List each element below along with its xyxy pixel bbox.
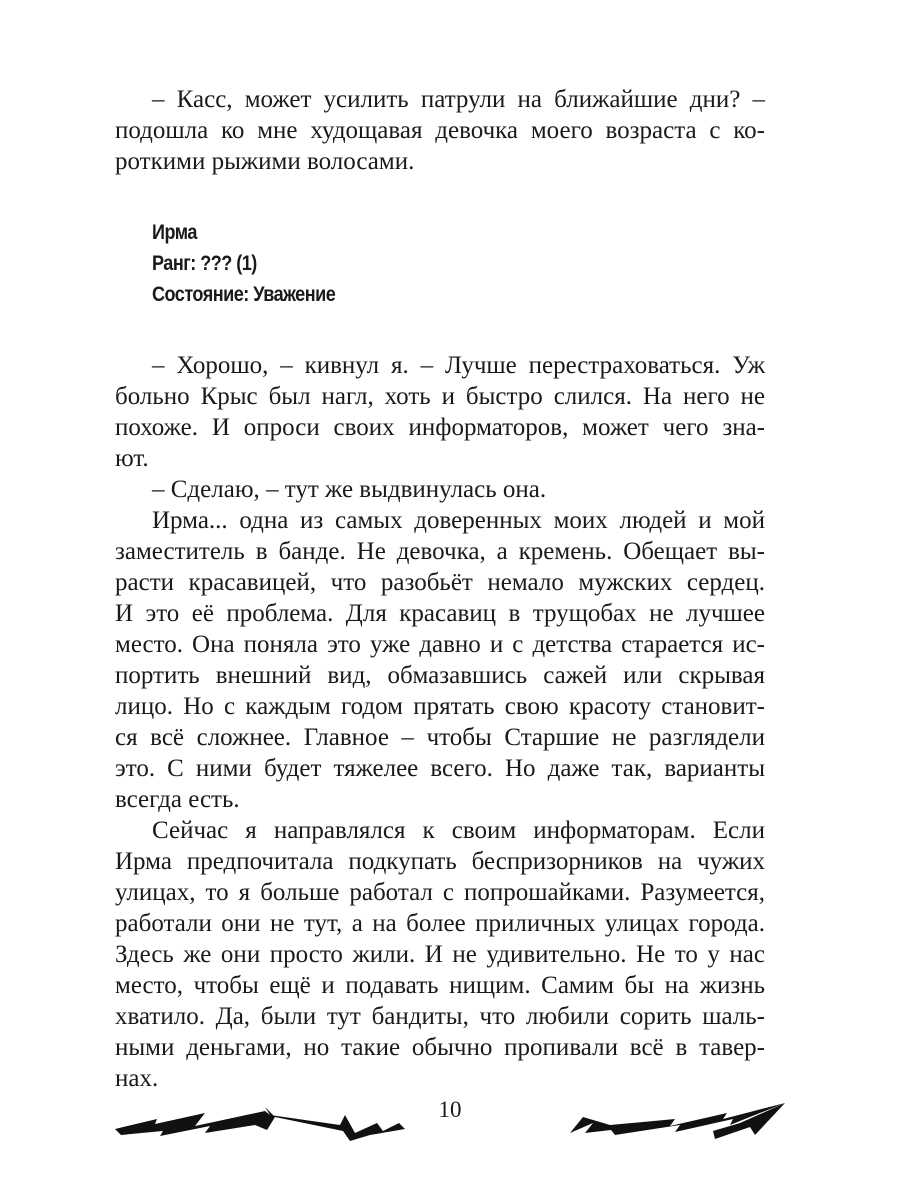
- text-line: работали они не тут, а на более приличных улицах города.: [115, 910, 765, 937]
- text-line: заместитель в банде. Не девочка, а кремень. Обещает вы-: [115, 538, 765, 565]
- text-line: портить внешний вид, обмазавшись сажей или скрывая: [115, 662, 765, 689]
- text-line: – Сделаю, – тут же выдвинулась она.: [152, 476, 547, 503]
- page-number: 10: [438, 1097, 462, 1122]
- paragraph: [115, 350, 765, 474]
- text-line: место. Она поняла это уже давно и с детства старается ис-: [115, 631, 765, 658]
- text-line: ся всё сложнее. Главное – чтобы Старшие не разглядели: [115, 724, 765, 751]
- text-section-top: [115, 84, 765, 177]
- text-line: подошла ко мне худощавая девочка моего возраста с ко-: [115, 117, 765, 144]
- paragraph: [115, 505, 765, 815]
- text-line: Сейчас я направлялся к своим информаторам. Если: [152, 817, 765, 844]
- text-section-bottom: [115, 350, 765, 1094]
- paragraph: [115, 84, 765, 177]
- text-line: роткими рыжими волосами.: [115, 148, 415, 175]
- text-line: это. С ними будет тяжелее всего. Но даже так, варианты: [115, 755, 765, 782]
- text-line: – Хорошо, – кивнул я. – Лучше перестраховаться. Уж: [152, 352, 765, 379]
- text-line: всегда есть.: [115, 786, 240, 813]
- text-line: Ирма... одна из самых доверенных моих людей и мой: [152, 507, 765, 534]
- character-status-block: [152, 217, 765, 310]
- text-line: нах.: [115, 1065, 159, 1092]
- text-line: ют.: [115, 445, 149, 472]
- text-line: – Касс, может усилить патрули на ближайшие дни? –: [152, 86, 765, 113]
- text-line: хватило. Да, были тут бандиты, что любили сорить шаль-: [115, 1003, 765, 1030]
- status-name: Ирма: [152, 221, 197, 244]
- text-line: ными деньгами, но такие обычно пропивали всё в тавер-: [115, 1034, 765, 1061]
- text-line: похоже. И опроси своих информаторов, может чего зна-: [115, 414, 765, 441]
- text-line: улицах, то я больше работал с попрошайками. Разумеется,: [115, 879, 765, 906]
- text-line: Ирма предпочитала подкупать беспризорников на чужих: [115, 848, 765, 875]
- text-line: расти красавицей, что разобьёт немало мужских сердец.: [115, 569, 765, 596]
- text-line: место, чтобы ещё и подавать нищим. Самим бы на жизнь: [115, 972, 765, 999]
- text-line: больно Крыс был нагл, хоть и быстро слился. На него не: [115, 383, 765, 410]
- text-line: И это её проблема. Для красавиц в трущобах не лучшее: [115, 600, 765, 627]
- page-body: [115, 84, 765, 1094]
- text-line: Здесь же они просто жили. И не удивительно. Не то у нас: [115, 941, 765, 968]
- paragraph: [115, 815, 765, 1094]
- status-rank: Ранг: ??? (1): [152, 252, 257, 275]
- status-state: Состояние: Уважение: [152, 283, 336, 306]
- paragraph: [115, 474, 765, 505]
- page-footer: [115, 1095, 785, 1155]
- text-line: лицо. Но с каждым годом прятать свою красоту становит-: [115, 693, 765, 720]
